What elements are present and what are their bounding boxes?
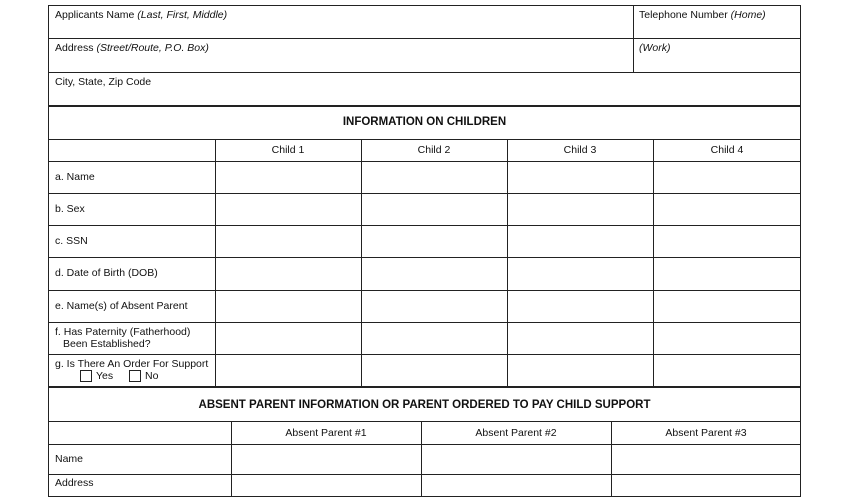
address-field[interactable] bbox=[50, 55, 630, 70]
child-3-paternity-field[interactable] bbox=[508, 323, 652, 353]
child-4-paternity-field[interactable] bbox=[654, 323, 800, 353]
absent-parent-1-address-field[interactable] bbox=[232, 475, 420, 485]
row-label-sex: b. Sex bbox=[55, 203, 85, 215]
absent-parent-section-title: ABSENT PARENT INFORMATION OR PARENT ORDERED TO PAY CHILD SUPPORT bbox=[198, 399, 651, 411]
absent-parent-name-label: Name bbox=[55, 453, 84, 465]
child-3-dob-field[interactable] bbox=[508, 258, 652, 289]
divider bbox=[633, 5, 634, 72]
child-3-sex-field[interactable] bbox=[508, 194, 652, 224]
city-state-zip-field[interactable] bbox=[50, 89, 798, 104]
child-1-dob-field[interactable] bbox=[216, 258, 360, 289]
child-3-ssn-field[interactable] bbox=[508, 226, 652, 256]
row-label-paternity-line2: Been Established? bbox=[63, 338, 151, 350]
divider bbox=[48, 421, 801, 422]
child-1-header: Child 1 bbox=[271, 144, 305, 156]
address-label-text: Address bbox=[55, 42, 94, 54]
child-4-ssn-field[interactable] bbox=[654, 226, 800, 256]
child-1-order-field[interactable] bbox=[216, 355, 360, 386]
child-4-header: Child 4 bbox=[710, 144, 744, 156]
telephone-work-hint: (Work) bbox=[639, 42, 671, 54]
applicant-name-label bbox=[55, 9, 227, 21]
child-4-sex-field[interactable] bbox=[654, 194, 800, 224]
absent-parent-1-name-field[interactable] bbox=[232, 445, 420, 473]
city-state-zip-label: City, State, Zip Code bbox=[55, 76, 152, 88]
child-2-absent-parent-field[interactable] bbox=[362, 291, 506, 321]
child-2-order-field[interactable] bbox=[362, 355, 506, 386]
absent-parent-3-header: Absent Parent #3 bbox=[665, 427, 747, 439]
absent-parent-1-header: Absent Parent #1 bbox=[285, 427, 367, 439]
address-hint: (Street/Route, P.O. Box) bbox=[96, 42, 209, 54]
absent-parent-2-header: Absent Parent #2 bbox=[475, 427, 557, 439]
child-2-name-field[interactable] bbox=[362, 162, 506, 192]
telephone-label-text: Telephone Number bbox=[639, 9, 728, 21]
applicant-name-field[interactable] bbox=[50, 22, 630, 37]
absent-parent-address-label: Address bbox=[55, 477, 94, 489]
child-4-absent-parent-field[interactable] bbox=[654, 291, 800, 321]
telephone-home-field[interactable] bbox=[636, 22, 798, 37]
row-label-paternity: f. Has Paternity (Fatherhood) bbox=[55, 326, 191, 338]
child-1-paternity-field[interactable] bbox=[216, 323, 360, 353]
address-label bbox=[55, 42, 209, 54]
divider bbox=[48, 38, 801, 39]
divider bbox=[48, 139, 801, 140]
telephone-work-field[interactable] bbox=[636, 55, 798, 70]
child-3-header: Child 3 bbox=[563, 144, 597, 156]
applicant-name-label-text: Applicants Name bbox=[55, 9, 135, 21]
divider bbox=[48, 72, 801, 73]
child-2-sex-field[interactable] bbox=[362, 194, 506, 224]
row-label-absent-parent: e. Name(s) of Absent Parent bbox=[55, 300, 188, 312]
row-label-dob: d. Date of Birth (DOB) bbox=[55, 267, 158, 279]
order-yes-checkbox[interactable] bbox=[80, 370, 92, 382]
child-2-header: Child 2 bbox=[417, 144, 451, 156]
absent-parent-3-address-field[interactable] bbox=[612, 475, 800, 485]
child-1-sex-field[interactable] bbox=[216, 194, 360, 224]
order-no-label: No bbox=[145, 370, 159, 382]
row-label-name: a. Name bbox=[55, 171, 95, 183]
order-yes-label: Yes bbox=[96, 370, 114, 382]
absent-parent-2-name-field[interactable] bbox=[422, 445, 610, 473]
children-section-title: INFORMATION ON CHILDREN bbox=[342, 116, 507, 128]
row-label-ssn: c. SSN bbox=[55, 235, 88, 247]
child-2-paternity-field[interactable] bbox=[362, 323, 506, 353]
child-3-absent-parent-field[interactable] bbox=[508, 291, 652, 321]
absent-parent-3-name-field[interactable] bbox=[612, 445, 800, 473]
row-label-order: g. Is There An Order For Support bbox=[55, 358, 209, 370]
telephone-home-hint: (Home) bbox=[730, 9, 766, 21]
child-2-ssn-field[interactable] bbox=[362, 226, 506, 256]
child-1-absent-parent-field[interactable] bbox=[216, 291, 360, 321]
child-4-name-field[interactable] bbox=[654, 162, 800, 192]
child-1-name-field[interactable] bbox=[216, 162, 360, 192]
telephone-label bbox=[639, 9, 766, 21]
child-3-name-field[interactable] bbox=[508, 162, 652, 192]
child-3-order-field[interactable] bbox=[508, 355, 652, 386]
child-4-order-field[interactable] bbox=[654, 355, 800, 386]
child-1-ssn-field[interactable] bbox=[216, 226, 360, 256]
absent-parent-2-address-field[interactable] bbox=[422, 475, 610, 485]
applicant-name-hint: (Last, First, Middle) bbox=[137, 9, 228, 21]
child-4-dob-field[interactable] bbox=[654, 258, 800, 289]
order-no-checkbox[interactable] bbox=[129, 370, 141, 382]
child-2-dob-field[interactable] bbox=[362, 258, 506, 289]
